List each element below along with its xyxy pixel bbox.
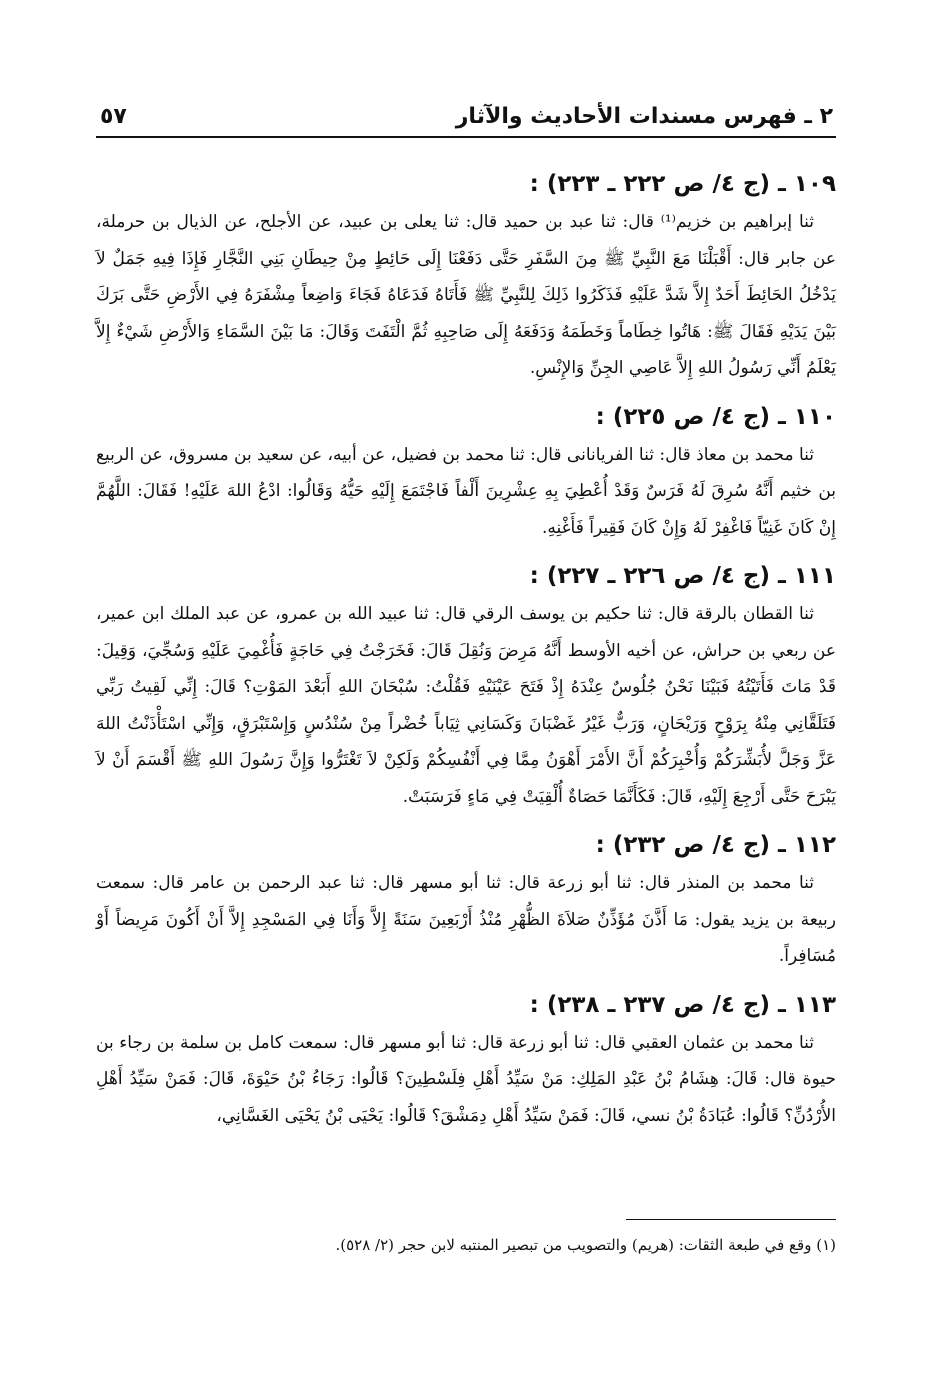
entry-113 (96, 985, 836, 1135)
entry-text: ثنا إبراهيم بن خزيم⁽¹⁾ قال: ثنا عبد بن حميد قال: ثنا يعلى بن عبيد، عن الأجلح، عن الذيال بن حرملة، عن جابر قال: أَقْبَلْنَا مَعَ النَّبِيِّ ﷺ مِنَ السَّفَرِ حَتَّى دَفَعْنَا إِلَى حَائِطٍ مِنْ حِيطَانِ بَنِي النَّجَّارِ فَإِذَا فِيهِ جَمَلٌ لاَ يَدْخُلُ الحَائِطَ أَحَدٌ إِلاَّ شَدَّ عَلَيْهِ فَذَكَرُوا ذَلِكَ لِلنَّبِيِّ ﷺ فَأَتَاهُ فَدَعَاهُ فَجَاءَ وَاضِعاً مِشْفَرَهُ فِي الأَرْضِ حَتَّى بَرَكَ بَيْنَ يَدَيْهِ فَقَالَ ﷺ: هَاتُوا خِطَاماً وَخَطَمَهُ وَدَفَعَهُ إِلَى صَاحِبِهِ ثُمَّ الْتَفَتَ وَقَالَ: مَا بَيْنَ السَّمَاءِ وَالأَرْضِ شَيْءٌ إِلاَّ يَعْلَمُ أَنِّي رَسُولُ اللهِ إِلاَّ عَاصِي الجِنِّ وَالإِنْسِ. (96, 212, 836, 378)
entry-heading: ١٠٩ ـ (ج ٤/ ص ٢٢٢ ـ ٢٢٣) : (529, 171, 836, 197)
entry-text: ثنا محمد بن المنذر قال: ثنا أبو زرعة قال: ثنا أبو مسهر قال: ثنا عبد الرحمن بن عامر قال: سمعت ربيعة بن يزيد يقول: مَا أَذَّنَ مُؤَذِّنٌ صَلاَةَ الظُّهْرِ مُنْذُ أَرْبَعِينَ سَنَةً إِلاَّ وَأَنَا فِي المَسْجِدِ إِلاَّ أَنْ أَكُونَ مَرِيضاً أَوْ مُسَافِراً. (96, 873, 836, 966)
footnote: (١) وقع في طبعة الثقات: (هريم) والتصويب من تبصير المنتبه لابن حجر (٢/ ٥٢٨). (335, 1236, 836, 1254)
running-header (100, 92, 833, 132)
entry-text: ثنا محمد بن معاذ قال: ثنا الفريانانى قال: ثنا محمد بن فضيل، عن أبيه، عن سعيد بن مسروق، عن الربيع بن خثيم أَنَّهُ سُرِقَ لَهُ فَرَسٌ وَقَدْ أُعْطِيَ بِهِ عِشْرِينَ أَلْفاً فَاجْتَمَعَ إِلَيْهِ حَيُّهُ وَقَالُوا: ادْعُ اللهَ عَلَيْهِ! فَقَالَ: اللَّهُمَّ إِنْ كَانَ غَنِيّاً فَاغْفِرْ لَهُ وَإِنْ كَانَ فَقِيراً فَأَغْنِهِ. (96, 444, 836, 538)
entry-text: ثنا محمد بن عثمان العقبي قال: ثنا أبو زرعة قال: ثنا أبو مسهر قال: سمعت كامل بن سلمة بن رجاء بن حيوة قال: قَالَ: هِشَامُ بْنُ عَبْدِ المَلِكِ: مَنْ سَيِّدُ أَهْلِ فِلَسْطِينَ؟ قَالُوا: رَجَاءُ بْنُ حَيْوَةَ، قَالَ: فَمَنْ سَيِّدُ أَهْلِ الأُرْدُنِّ؟ قَالُوا: عُبَادَةُ بْنُ نسي، قَالَ: فَمَنْ سَيِّدُ أَهْلِ دِمَشْقَ؟ قَالُوا: يَحْيَى بْنُ يَحْيَى الغَسَّانِي، (96, 1032, 836, 1126)
entries-list (96, 164, 836, 1144)
running-header-title: ٢ ـ فهرس مسندات الأحاديث والآثار (455, 104, 833, 129)
page-number: ٥٧ (100, 104, 127, 129)
entry-111 (96, 556, 836, 815)
entry-heading: ١١٠ ـ (ج ٤/ ص ٢٢٥) : (595, 403, 836, 430)
entry-text: ثنا القطان بالرقة قال: ثنا حكيم بن يوسف الرقي قال: ثنا عبيد الله بن عمرو، عن عبد الملك ابن عمير، عن ربعي بن حراش، عن أخيه الأوسط أَنَّهُ مَرِضَ وَنُقِلَ قَالَ: فَخَرَجْتُ فِي حَاجَةٍ فَأُغْمِيَ عَلَيْهِ وَسُجِّيَ، وَقِيلَ: قَدْ مَاتَ فَأَتَيْتُهُ فَبَيْنَا نَحْنُ جُلُوسٌ عِنْدَهُ إِذْ فَتَحَ عَيْنَيْهِ فَقُلْتُ: سُبْحَانَ اللهِ أَبَعْدَ المَوْتِ؟ قَالَ: إِنِّي لَقِيتُ رَبِّي فَتَلَقَّانِي مِنْهُ بِرَوْحٍ وَرَيْحَانٍ، وَرَبٌّ غَيْرُ غَضْبَانَ وَكَسَانِي ثِيَاباً خُضْراً مِنْ سُنْدُسٍ وَإِسْتَبْرَقٍ، وَإِنِّي اسْتَأْذَنْتُ اللهَ عَزَّ وَجَلَّ لأُبَشِّرَكُمْ وَأُخْبِرَكُمْ أَنَّ الأَمْرَ أَهْوَنُ مِمَّا فِي أَنْفُسِكُمْ وَلَكِنْ لاَ تَغْتَرُّوا وَإِنَّ رَسُولَ اللهِ ﷺ أَقْسَمَ أَنْ لاَ يَبْرَحَ حَتَّى أَرْجِعَ إِلَيْهِ، قَالَ: فَكَأَنَّمَا حَصَاةٌ أُلْقِيَتْ فِي مَاءٍ فَرَسَبَتْ. (96, 604, 837, 807)
entry-heading: ١١٢ ـ (ج ٤/ ص ٢٣٢) : (595, 832, 836, 858)
footnote-rule (626, 1219, 836, 1220)
entry-heading: ١١٣ ـ (ج ٤/ ص ٢٣٧ ـ ٢٣٨) : (529, 991, 836, 1018)
entry-112 (96, 825, 836, 975)
entry-109 (96, 164, 836, 387)
entry-110 (96, 397, 836, 547)
header-rule (96, 136, 836, 138)
entry-heading: ١١١ ـ (ج ٤/ ص ٢٢٦ ـ ٢٢٧) : (529, 563, 836, 589)
